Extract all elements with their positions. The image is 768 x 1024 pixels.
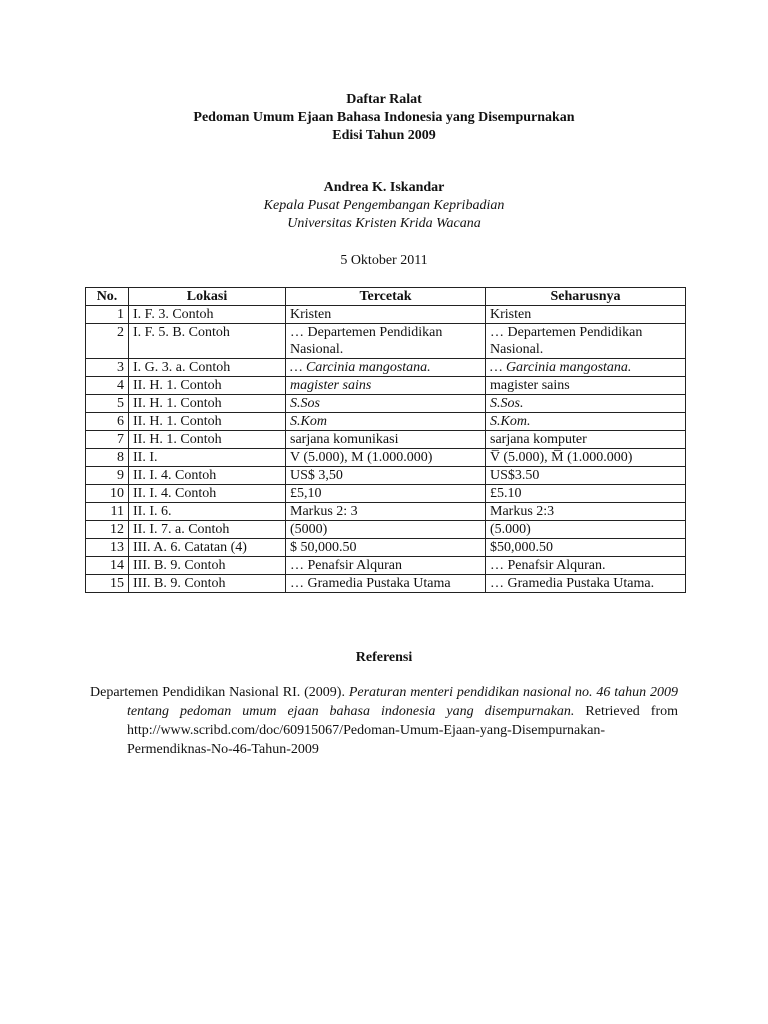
header-no: No.	[86, 288, 129, 306]
table-row	[86, 413, 686, 431]
header-seharusnya: Seharusnya	[486, 288, 686, 306]
reference-retrieved: Retrieved from http://www.scribd.com/doc/60915067/Pedoman-Umum-Ejaan-yang-Disempurnakan-Permendiknas-No-46-Tahun-2009	[127, 704, 679, 757]
errata-table	[85, 287, 686, 593]
cell-seharusnya: Kristen	[486, 306, 686, 324]
cell-lokasi: II. H. 1. Contoh	[129, 413, 286, 431]
cell-lokasi: I. G. 3. a. Contoh	[129, 359, 286, 377]
table-row	[86, 395, 686, 413]
table-row	[86, 359, 686, 377]
cell-tercetak: (5000)	[286, 521, 486, 539]
table-row	[86, 575, 686, 593]
cell-no: 8	[86, 449, 129, 467]
cell-no: 15	[86, 575, 129, 593]
cell-tercetak: S.Kom	[286, 413, 486, 431]
document-title: Daftar Ralat	[346, 92, 422, 107]
cell-lokasi: II. I.	[129, 449, 286, 467]
cell-seharusnya: sarjana komputer	[486, 431, 686, 449]
cell-lokasi: III. B. 9. Contoh	[129, 575, 286, 593]
table-row	[86, 521, 686, 539]
table-row	[86, 503, 686, 521]
cell-tercetak: $ 50,000.50	[286, 539, 486, 557]
reference-title: Peraturan menteri pendidikan nasional no. 46 tahun 2009 tentang pedoman umum ejaan bahasa indonesia yang disempurnakan.	[127, 685, 679, 719]
cell-no: 5	[86, 395, 129, 413]
cell-tercetak: £5,10	[286, 485, 486, 503]
cell-lokasi: II. I. 7. a. Contoh	[129, 521, 286, 539]
cell-no: 11	[86, 503, 129, 521]
table-row	[86, 467, 686, 485]
cell-lokasi: II. H. 1. Contoh	[129, 431, 286, 449]
table-header-row	[86, 288, 686, 306]
cell-no: 6	[86, 413, 129, 431]
cell-seharusnya: S.Kom.	[486, 413, 686, 431]
cell-no: 2	[86, 324, 129, 359]
cell-no: 7	[86, 431, 129, 449]
cell-seharusnya: US$3.50	[486, 467, 686, 485]
cell-tercetak: … Gramedia Pustaka Utama	[286, 575, 486, 593]
table-row	[86, 557, 686, 575]
cell-seharusnya: V̅ (5.000), M̅ (1.000.000)	[486, 449, 686, 467]
cell-seharusnya: … Gramedia Pustaka Utama.	[486, 575, 686, 593]
cell-no: 9	[86, 467, 129, 485]
cell-lokasi: I. F. 5. B. Contoh	[129, 324, 286, 359]
cell-lokasi: III. A. 6. Catatan (4)	[129, 539, 286, 557]
document-date: 5 Oktober 2011	[340, 253, 428, 268]
cell-lokasi: II. I. 4. Contoh	[129, 485, 286, 503]
cell-seharusnya: Markus 2:3	[486, 503, 686, 521]
table-row	[86, 377, 686, 395]
cell-seharusnya: (5.000)	[486, 521, 686, 539]
table-row	[86, 539, 686, 557]
cell-tercetak: Markus 2: 3	[286, 503, 486, 521]
cell-seharusnya: $50,000.50	[486, 539, 686, 557]
cell-tercetak: sarjana komunikasi	[286, 431, 486, 449]
document-subtitle: Pedoman Umum Ejaan Bahasa Indonesia yang Disempurnakan	[193, 110, 575, 125]
table-row	[86, 306, 686, 324]
cell-seharusnya: … Penafsir Alquran.	[486, 557, 686, 575]
header-lokasi: Lokasi	[129, 288, 286, 306]
table-row	[86, 485, 686, 503]
cell-tercetak: US$ 3,50	[286, 467, 486, 485]
cell-lokasi: II. I. 4. Contoh	[129, 467, 286, 485]
cell-seharusnya: magister sains	[486, 377, 686, 395]
table-row	[86, 324, 686, 359]
cell-tercetak: S.Sos	[286, 395, 486, 413]
cell-tercetak: … Departemen Pendidikan Nasional.	[286, 324, 486, 359]
cell-seharusnya: … Garcinia mangostana.	[486, 359, 686, 377]
cell-seharusnya: … Departemen Pendidikan Nasional.	[486, 324, 686, 359]
header-tercetak: Tercetak	[286, 288, 486, 306]
cell-lokasi: II. H. 1. Contoh	[129, 395, 286, 413]
cell-no: 13	[86, 539, 129, 557]
cell-lokasi: I. F. 3. Contoh	[129, 306, 286, 324]
cell-tercetak: magister sains	[286, 377, 486, 395]
cell-lokasi: III. B. 9. Contoh	[129, 557, 286, 575]
cell-no: 12	[86, 521, 129, 539]
reference-entry	[90, 683, 678, 759]
document-edition: Edisi Tahun 2009	[332, 128, 436, 143]
cell-lokasi: II. H. 1. Contoh	[129, 377, 286, 395]
cell-no: 3	[86, 359, 129, 377]
table-row	[86, 431, 686, 449]
cell-no: 1	[86, 306, 129, 324]
cell-no: 10	[86, 485, 129, 503]
cell-no: 4	[86, 377, 129, 395]
cell-tercetak: … Carcinia mangostana.	[286, 359, 486, 377]
cell-lokasi: II. I. 6.	[129, 503, 286, 521]
author-name: Andrea K. Iskandar	[323, 180, 445, 195]
cell-seharusnya: £5.10	[486, 485, 686, 503]
cell-tercetak: Kristen	[286, 306, 486, 324]
reference-authors: Departemen Pendidikan Nasional RI. (2009).	[90, 685, 345, 700]
cell-no: 14	[86, 557, 129, 575]
references-title: Referensi	[355, 650, 413, 665]
cell-tercetak: V (5.000), M (1.000.000)	[286, 449, 486, 467]
author-institution: Universitas Kristen Krida Wacana	[287, 216, 481, 231]
table-row	[86, 449, 686, 467]
author-position: Kepala Pusat Pengembangan Kepribadian	[263, 198, 505, 213]
cell-tercetak: … Penafsir Alquran	[286, 557, 486, 575]
cell-seharusnya: S.Sos.	[486, 395, 686, 413]
